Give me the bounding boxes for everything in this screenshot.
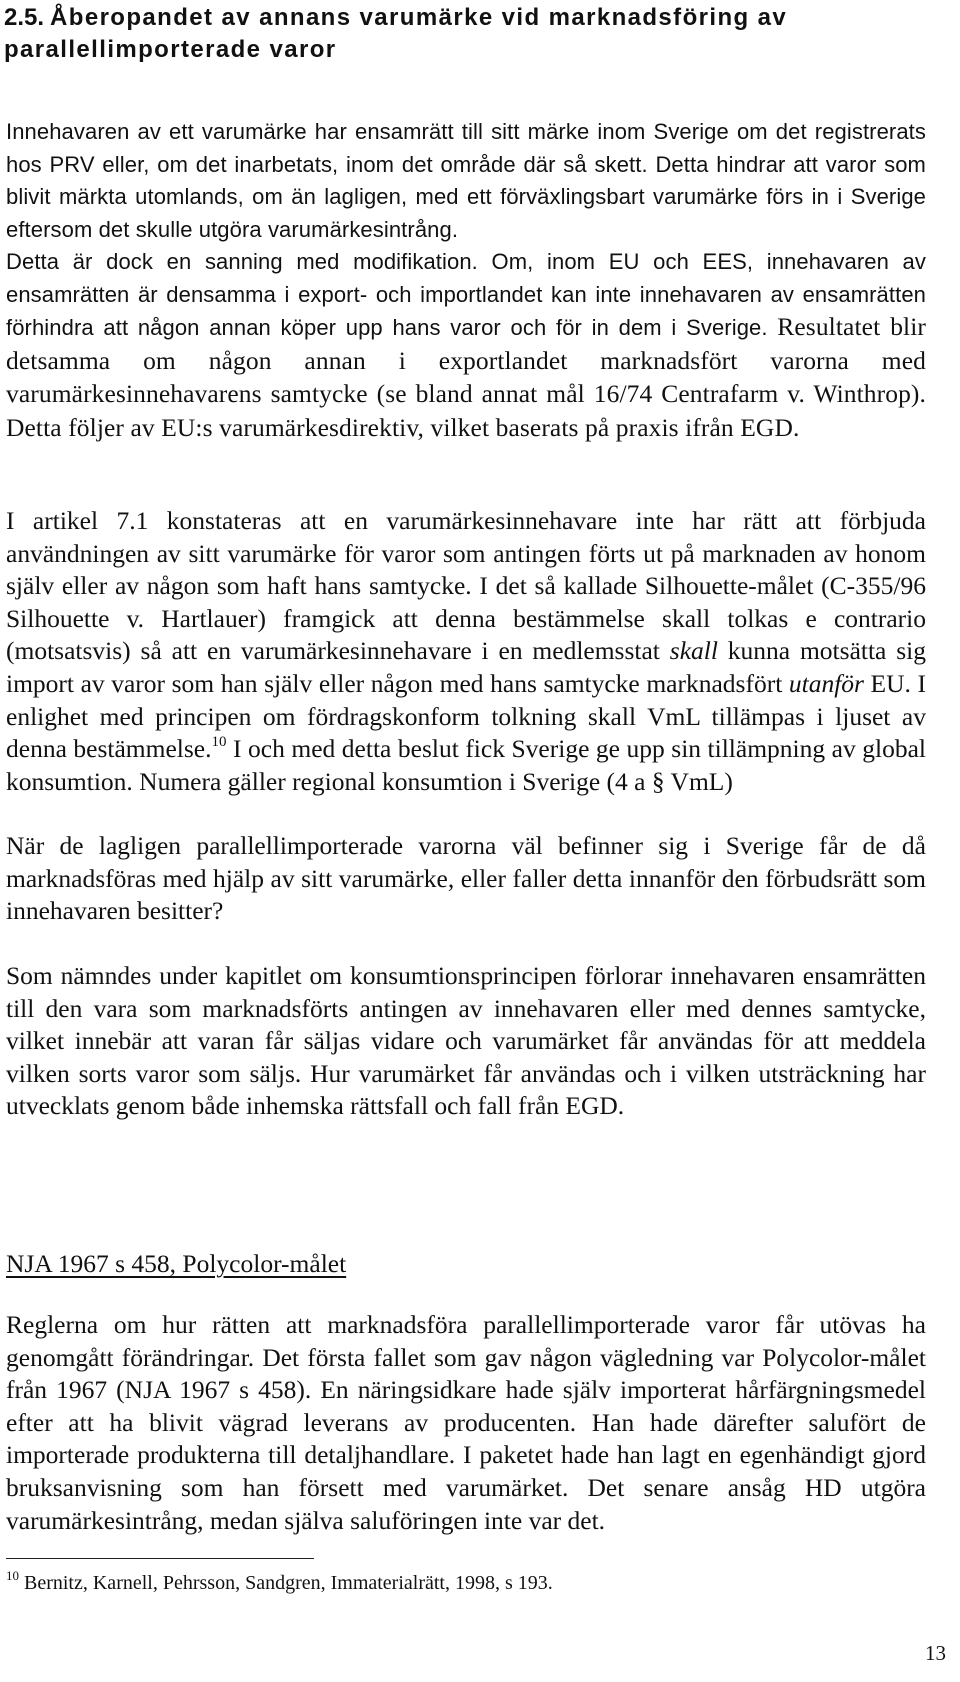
emphasis-skall: skall [669, 636, 718, 666]
paragraph-text: kunna motsätta sig import av varor som han själv eller någon med hans samtycke marknadsfört [6, 636, 926, 698]
footnote-separator [6, 1558, 314, 1559]
paragraph-question [6, 830, 926, 928]
emphasis-utanfor: utanför [788, 668, 864, 698]
section-heading [4, 2, 932, 66]
paragraph-polycolor [6, 1309, 926, 1537]
paragraph-text: När de lagligen parallellimporterade varorna väl befinner sig i Sverige får de då marknadsföras med hjälp av sitt varumärke, eller faller detta innanför den förbudsrätt som innehavaren besitter? [6, 831, 926, 926]
paragraph-text: Resultatet blir detsamma om någon annan i exportlandet marknadsfört varorna med varumärkesinnehavarens samtycke (se bland annat mål 16/74 Centrafarm v. Winthrop). Detta följer av EU:s varumärkesdirektiv, vilket baserats på praxis ifrån EGD. [6, 312, 927, 442]
case-subheading: NJA 1967 s 458, Polycolor-målet [6, 1249, 347, 1278]
paragraph-text: Som nämndes under kapitlet om konsumtionsprincipen förlorar innehavaren ensamrätten till den vara som marknadsförts antingen av innehavaren eller med dennes samtycke, vilket innebär att varan får säljas vidare och varumärket får användas för att meddela vilken sorts varor som säljs. Hur varumärket får användas och i vilken utsträckning har utvecklats genom både inhemska rättsfall och fall från EGD. [6, 961, 926, 1121]
paragraph-text: I artikel 7.1 konstateras att en varumärkesinnehavare inte har rätt att förbjuda användningen av sitt varumärke för varor som antingen förts ut på marknaden av honom själv eller av någon som haft hans samtycke. I det så kallade Silhouette-målet (C-355/96 Silhouette v. Hartlauer) framgick att denna bestämmelse skall tolkas e contrario (motsatsvis) så att en varumärkesinnehavare i en medlemsstat [6, 506, 926, 666]
paragraph-modification [6, 246, 926, 446]
footnote-marker: 10 [6, 1568, 19, 1583]
footnote-text: Bernitz, Karnell, Pehrsson, Sandgren, Immaterialrätt, 1998, s 193. [19, 1572, 553, 1594]
paragraph-consumption-principle [6, 960, 926, 1123]
paragraph-text: Reglerna om hur rätten att marknadsföra parallellimporterade varor får utövas ha genomgått förändringar. Det första fallet som gav någon vägledning var Polycolor-målet från 1967 (NJA 1967 s 458). En näringsidkare hade själv importerat hårfärgningsmedel efter att ha blivit vägrad leverans av producenten. Han hade därefter salufört de importerade produkterna till detaljhandlare. I paketet hade han lagt en egenhändigt gjord bruksanvisning som han försett med varumärket. Det senare ansåg HD utgöra varumärkesintrång, medan själva saluföringen inte var det. [6, 1310, 926, 1535]
section-number: 2.5. [4, 4, 45, 31]
footnote-reference: 10 [211, 734, 227, 751]
section-title: Åberopandet av annans varumärke vid marknadsföring av parallellimporterade varor [4, 4, 788, 63]
page-number: 13 [925, 1641, 946, 1665]
paragraph-article-7-1 [6, 505, 926, 798]
paragraph-text: I och med detta beslut fick Sverige ge upp sin tillämpning av global konsumtion. Numera gäller regional konsumtion i Sverige (4 a § VmL) [6, 734, 926, 796]
paragraph-text: EU. I enlighet med principen om fördragskonform tolkning skall VmL tillämpas i ljuset av denna bestämmelse. [6, 668, 926, 764]
footnote [6, 1570, 553, 1596]
paragraph-trademark-exclusive-right [6, 116, 926, 246]
paragraph-text: Innehavaren av ett varumärke har ensamrätt till sitt märke inom Sverige om det registrerats hos PRV eller, om det inarbetats, inom det område där så skett. Detta hindrar att varor som blivit märkta utomlands, om än lagligen, med ett förväxlingsbart varumärke förs in i Sverige eftersom det skulle utgöra varumärkesintrång. [6, 119, 926, 242]
paragraph-text: Detta är dock en sanning med modifikation. Om, inom EU och EES, innehavaren av ensamrätten är densamma i export- och importlandet kan inte innehavaren av ensamrätten förhindra att någon annan köper upp hans varor och för in dem i Sverige. [6, 249, 926, 341]
